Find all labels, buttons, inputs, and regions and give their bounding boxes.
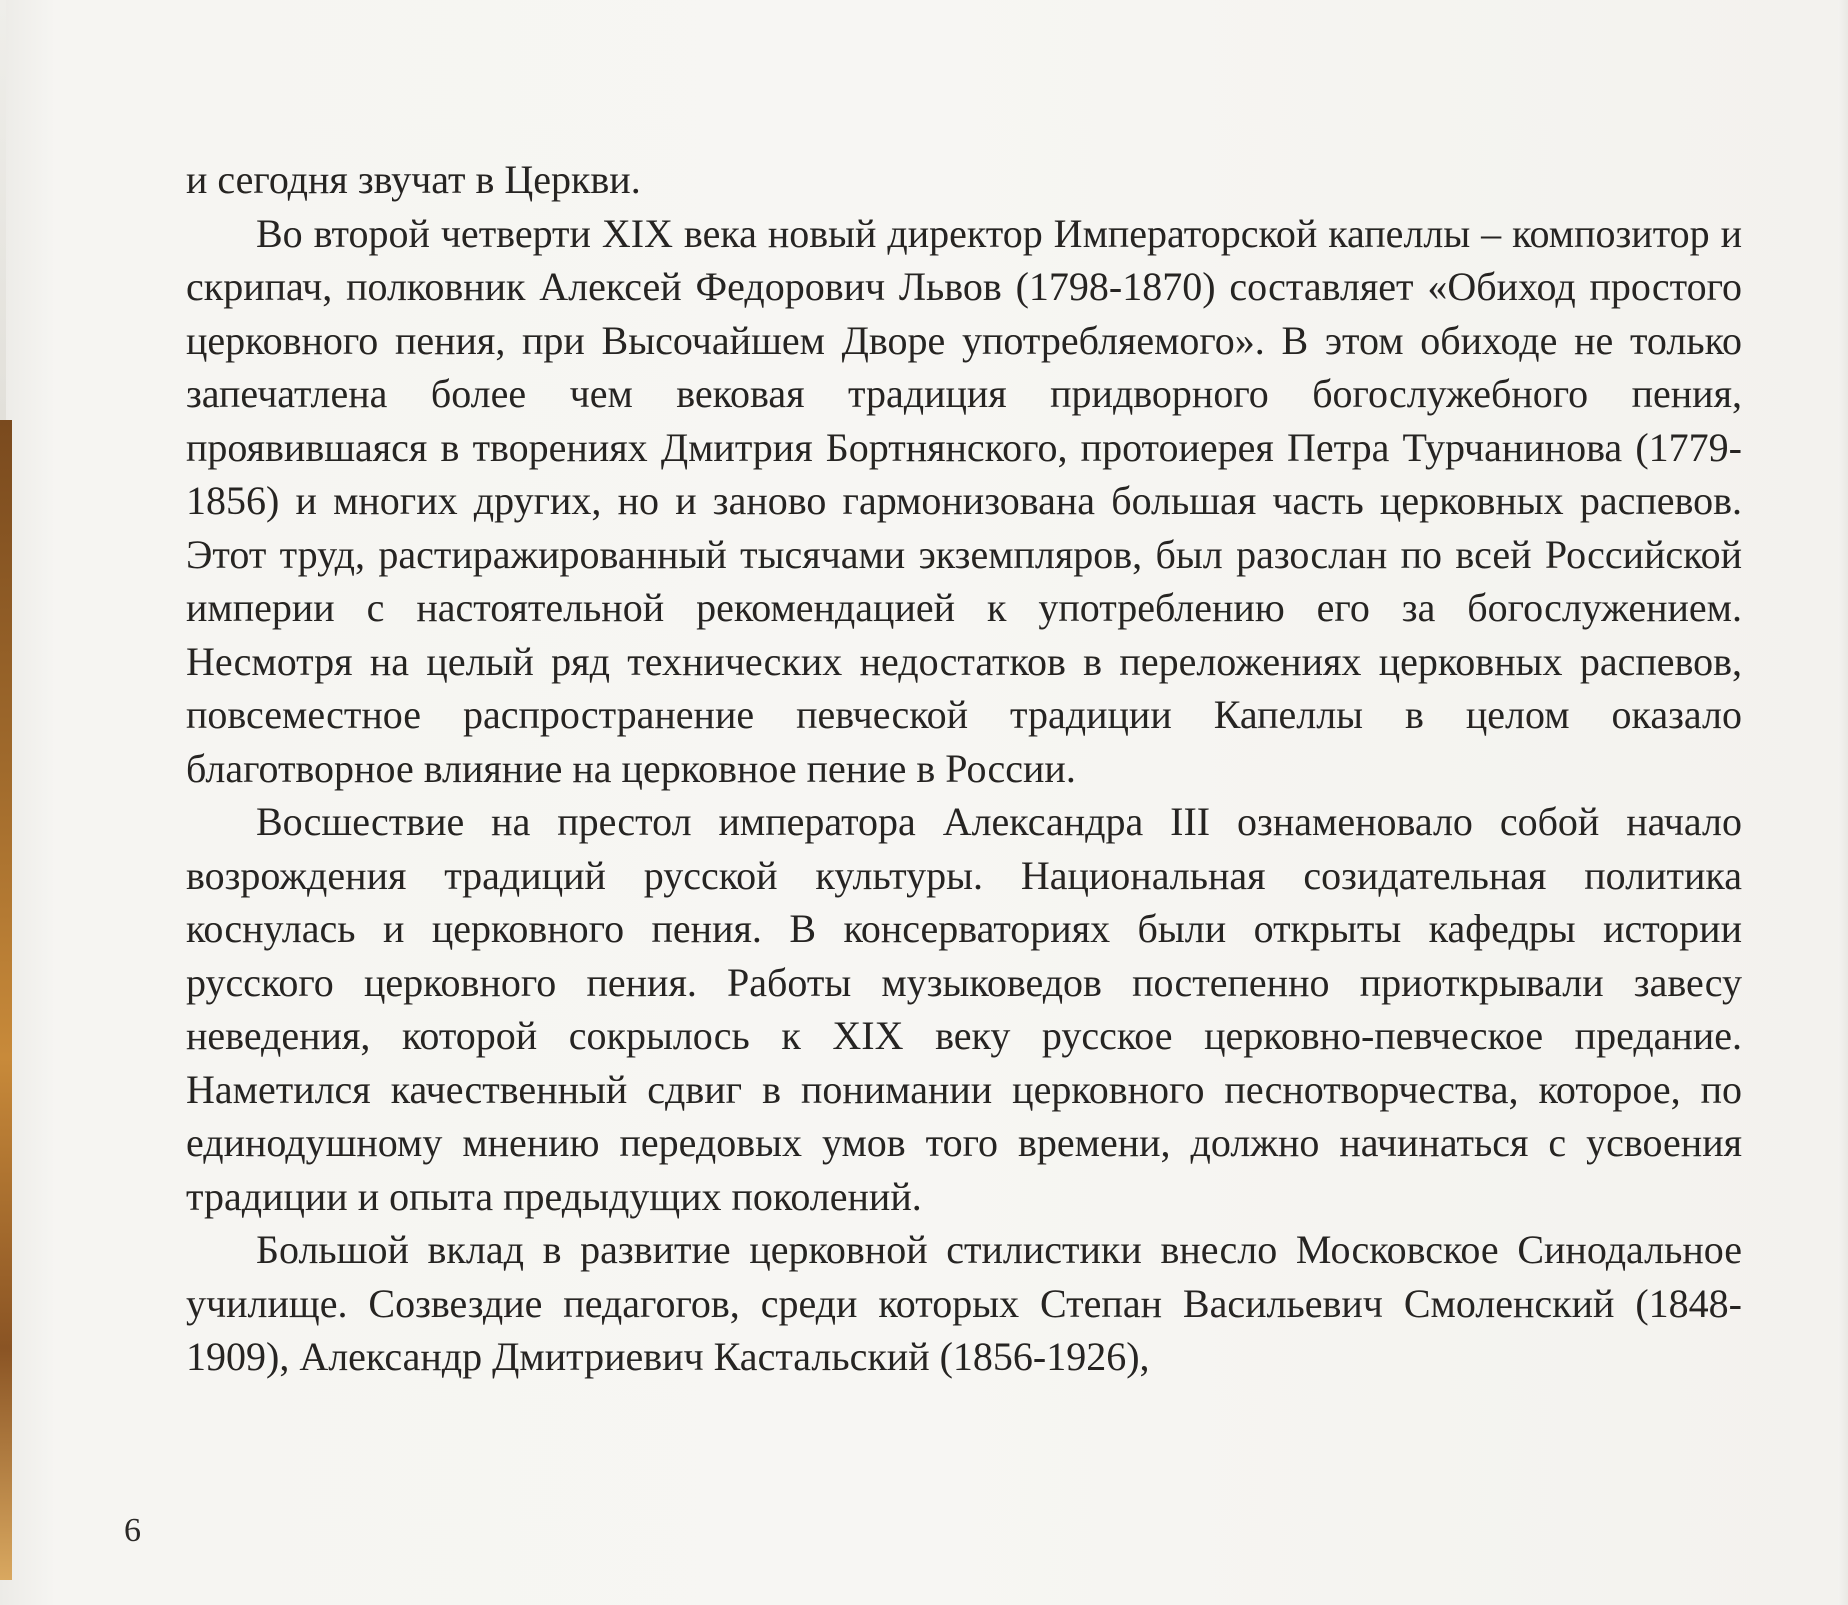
page-edge-top bbox=[0, 0, 6, 420]
paragraph-lvov-obikhod: Во второй четверти XIX века новый директор Императорской капеллы – композитор и скрипач, полковник Алексей Федорович Львов (1798-1870) составляет «Обиход простого церковного пения, при Высочайшем Дворе употребляемого». В этом обиходе не только запечатлена более чем вековая традиция придворного богослужебного пения, проявившаяся в творениях Дмитрия Бортнянского, протоиерея Петра Турчанинова (1779-1856) и многих других, но и заново гармонизована большая часть церковных распевов. Этот труд, растиражированный тысячами экземпляров, был разослан по всей Российской империи с настоятельной рекомендацией к употреблению его за богослужением. Несмотря на целый ряд технических недостатков в переложениях церковных распевов, повсеместное распространение певческой традиции Капеллы в целом оказало благотворное влияние на церковное пение в России. bbox=[186, 210, 1742, 791]
body-text bbox=[186, 153, 1742, 1384]
page-edge-illustration bbox=[0, 420, 12, 1580]
page-number: 6 bbox=[124, 1512, 141, 1549]
page-edge-right bbox=[1838, 0, 1848, 1605]
paragraph-continuation: и сегодня звучат в Церкви. bbox=[186, 157, 641, 202]
paragraph-synodal-school: Большой вклад в развитие церковной стилистики внесло Московское Синодальное училище. Созвездие педагогов, среди которых Степан Васильевич Смоленский (1848-1909), Александр Дмитриевич Кастальский (1856-1926), bbox=[186, 1227, 1742, 1379]
paragraph-alexander-iii: Восшествие на престол императора Александра III ознаменовало собой начало возрождения традиций русской культуры. Национальная созидательная политика коснулась и церковного пения. В консерваториях были открыты кафедры истории русского церковного пения. Работы музыковедов постепенно приоткрывали завесу неведения, которой сокрылось к XIX веку русское церковно-певческое предание. Наметился качественный сдвиг в понимании церковного песнотворчества, которое, по единодушному мнению передовых умов того времени, должно начинаться с усвоения традиции и опыта предыдущих поколений. bbox=[186, 799, 1742, 1219]
